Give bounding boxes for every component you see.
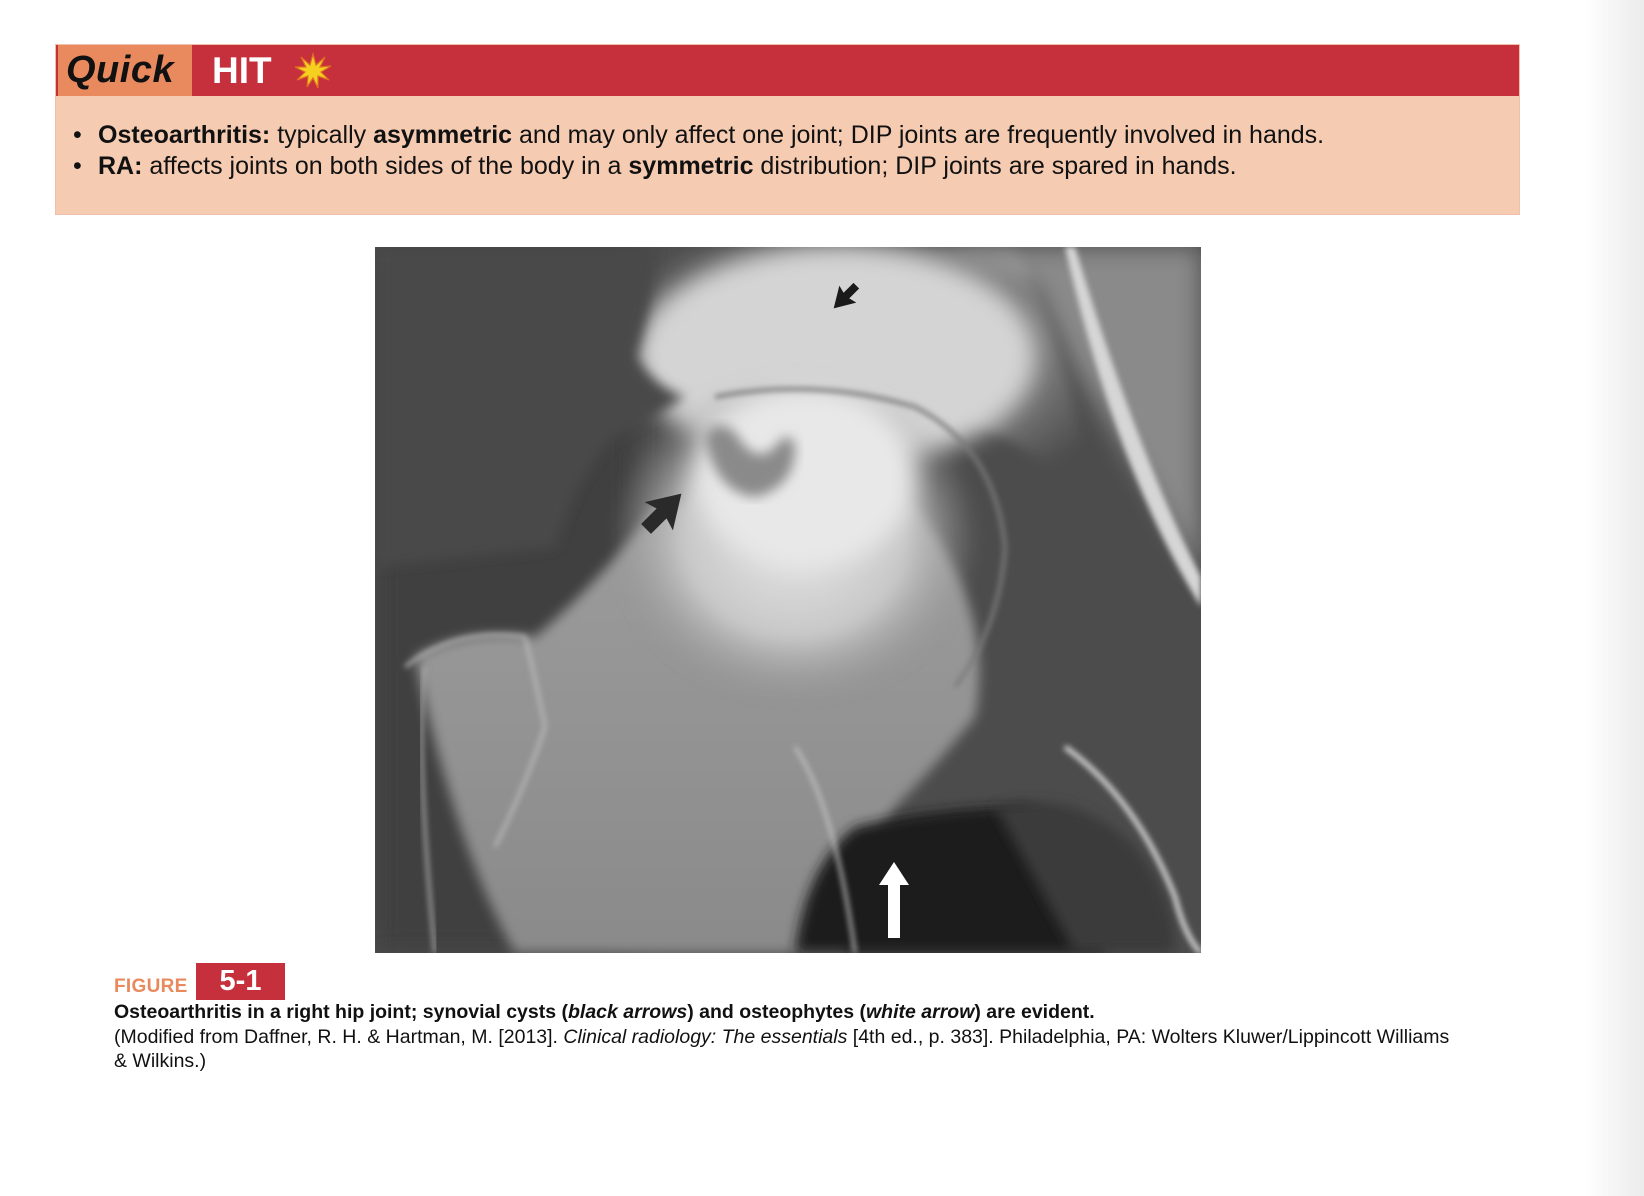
figure-caption — [114, 1001, 1095, 1024]
caption-italic-white-arrow: white arrow — [866, 1001, 975, 1023]
bullet-text: distribution; DIP joints are spared in hands. — [753, 152, 1237, 180]
hip-xray-image — [375, 247, 1201, 953]
term-osteoarthritis: Osteoarthritis: — [98, 121, 271, 149]
figure-number-badge: 5-1 — [196, 963, 285, 1000]
bullet-text: affects joints on both sides of the body in a — [142, 152, 629, 180]
bullet-dot: • — [73, 152, 82, 180]
term-ra: RA: — [98, 152, 143, 180]
emphasis-symmetric: symmetric — [628, 152, 754, 180]
caption-italic-black-arrows: black arrows — [568, 1001, 688, 1023]
citation-book-title: Clinical radiology: The essentials — [563, 1026, 848, 1048]
bullet-osteoarthritis — [56, 120, 1519, 151]
figure-label: FIGURE — [114, 976, 188, 997]
bullet-text: and may only affect one joint; DIP joints are frequently involved in hands. — [512, 121, 1325, 149]
emphasis-asymmetric: asymmetric — [373, 121, 513, 149]
quick-hit-list — [56, 120, 1519, 182]
citation-text: (Modified from Daffner, R. H. & Hartman, M. [2013]. — [114, 1026, 564, 1048]
starburst-icon — [294, 52, 332, 90]
quick-hit-box — [55, 44, 1520, 215]
bullet-dot: • — [73, 121, 82, 149]
figure-source-citation — [114, 1025, 1454, 1073]
citation-text: [4th ed., p. 383]. Philadelphia, PA: Wolters Kluwer/Lippincott Williams & Wilkins.) — [114, 1026, 1450, 1072]
quick-label: Quick — [56, 45, 192, 96]
hit-label: HIT — [212, 49, 272, 91]
page-edge-shadow — [1584, 0, 1644, 1196]
caption-text: ) and osteophytes ( — [687, 1001, 867, 1023]
caption-text: ) are evident. — [974, 1001, 1095, 1023]
bullet-ra — [56, 151, 1519, 182]
caption-text: Osteoarthritis in a right hip joint; synovial cysts ( — [114, 1001, 568, 1023]
bullet-text: typically — [270, 121, 374, 149]
quick-hit-header — [56, 45, 1519, 96]
